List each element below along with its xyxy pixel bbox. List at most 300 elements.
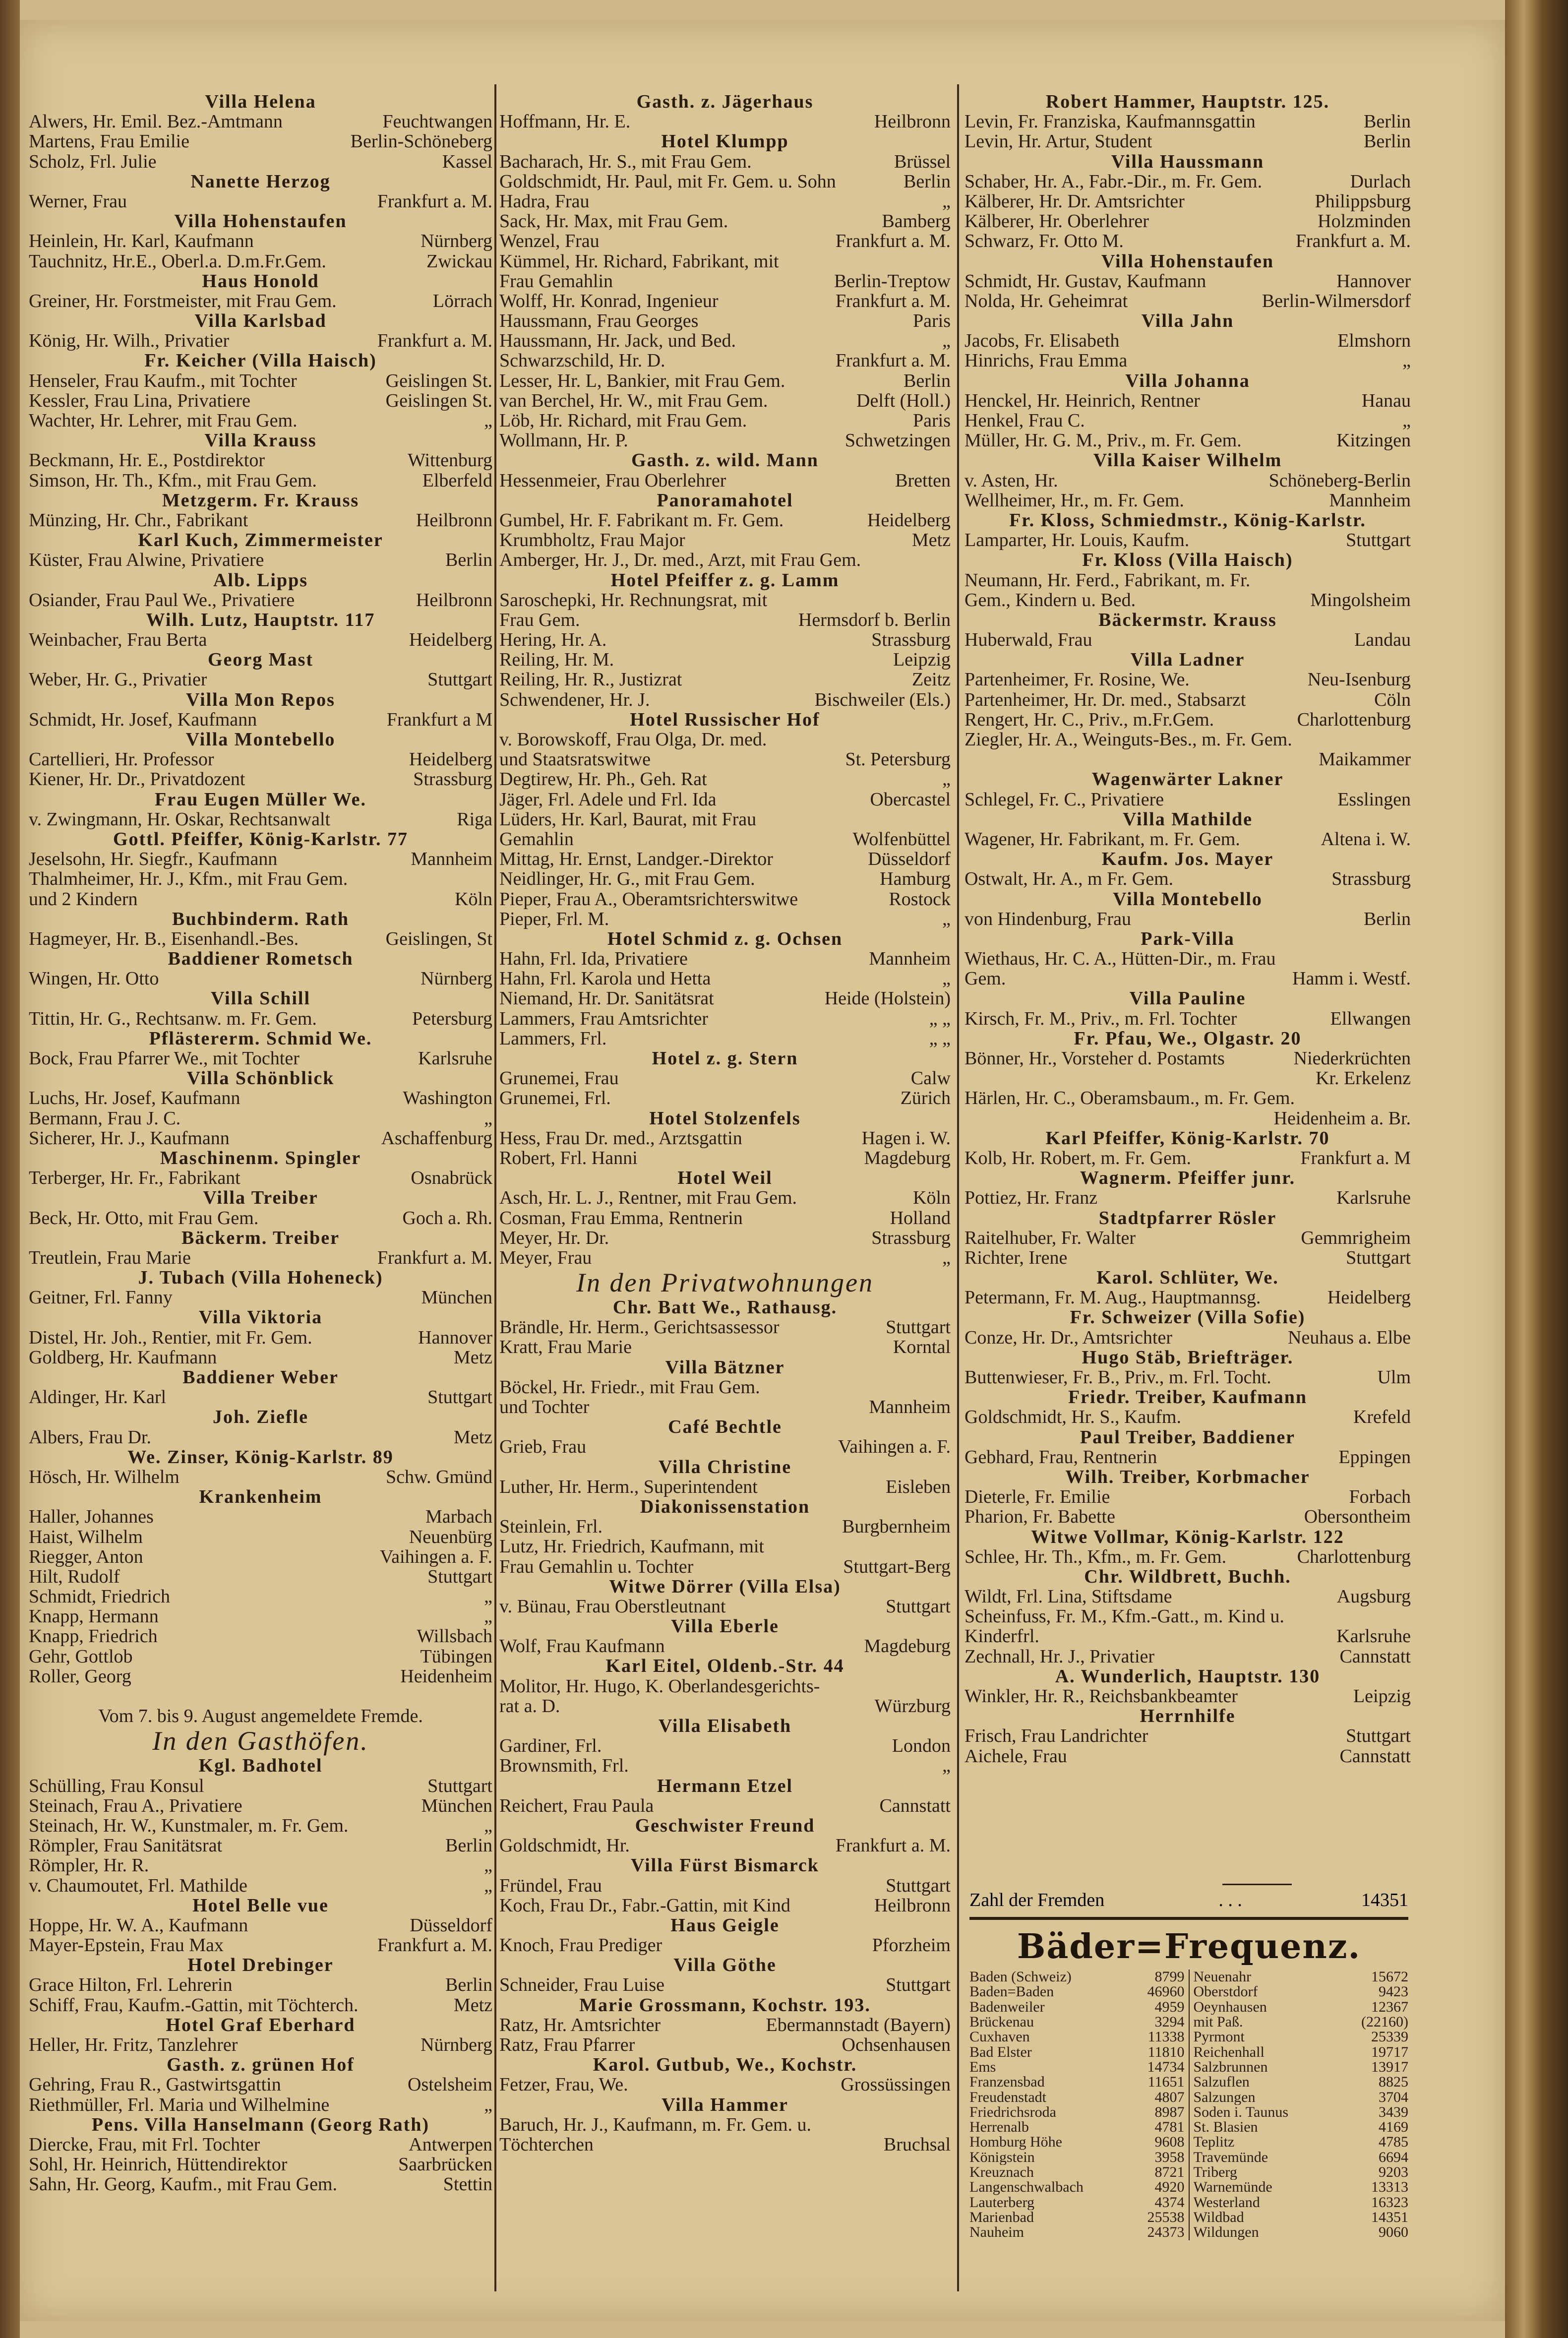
guest-name: Haller, Johannes <box>29 1507 154 1527</box>
guest-name: König, Hr. Wilh., Privatier <box>29 331 230 351</box>
lodging-heading: Villa Hohenstaufen <box>174 211 347 232</box>
guest-name: Töchterchen <box>499 2134 594 2155</box>
spa-name: Ems <box>969 2059 996 2075</box>
guest-entry <box>29 1168 492 1188</box>
guest-name: Schwendener, Hr. J. <box>499 689 650 710</box>
guest-origin: Niederkrüchten <box>1293 1048 1411 1069</box>
guest-name: Meyer, Frau <box>499 1247 592 1268</box>
lodging-heading: Villa Helena <box>205 92 316 112</box>
guest-name: Reiling, Hr. R., Justizrat <box>499 670 682 690</box>
guest-origin: Stettin <box>443 2174 492 2195</box>
guest-entry <box>29 1348 492 1367</box>
lodging-heading: Herrnhilfe <box>1140 1706 1236 1726</box>
guest-entry <box>499 530 951 550</box>
guest-origin: „ „ <box>929 1028 951 1048</box>
guest-origin: Holzminden <box>1318 211 1411 232</box>
guest-entry <box>965 1068 1411 1088</box>
guest-entry <box>499 1009 951 1029</box>
guest-origin: Ebermannstadt (Bayern) <box>766 2015 951 2035</box>
guest-origin: Willsbach <box>417 1626 492 1647</box>
spa-row <box>1194 2060 1409 2075</box>
lodging-heading: Karl Eitel, Oldenb.-Str. 44 <box>605 1656 844 1676</box>
spa-row <box>969 2135 1185 2150</box>
guest-name: Lüders, Hr. Karl, Baurat, mit Frau <box>499 809 757 829</box>
guest-name: Römpler, Hr. R. <box>29 1855 149 1876</box>
guest-entry <box>499 1636 951 1656</box>
guest-origin: Feuchtwangen <box>382 112 492 132</box>
guest-entry <box>29 152 492 172</box>
guest-name: Grunemei, Frl. <box>499 1088 611 1108</box>
guest-origin: Cöln <box>1374 689 1411 710</box>
guest-name: Ratz, Frau Pfarrer <box>499 2035 635 2055</box>
guest-origin: Holland <box>890 1208 951 1228</box>
guest-entry <box>499 510 951 530</box>
spa-row <box>969 1969 1185 1984</box>
guest-entry <box>499 590 951 610</box>
guest-entry <box>499 1736 951 1756</box>
guest-name: und Tochter <box>499 1397 590 1417</box>
guest-origin: Heidelberg <box>409 630 492 650</box>
spa-visitors: 13313 <box>1371 2180 1408 2195</box>
guest-origin: Charlottenburg <box>1297 709 1411 730</box>
guest-origin: München <box>421 1795 492 1816</box>
spa-visitors: 4807 <box>1154 2090 1185 2105</box>
guest-origin: Mannheim <box>869 949 951 969</box>
guest-origin: Frankfurt a. M. <box>835 351 951 371</box>
lodging-heading: Karol. Schlüter, We. <box>1096 1268 1279 1288</box>
guest-name: Distel, Hr. Joh., Rentier, mit Fr. Gem. <box>29 1327 312 1348</box>
spa-visitors: 11338 <box>1147 2030 1185 2045</box>
guest-origin: Bretten <box>895 470 951 491</box>
guest-entry <box>965 271 1411 291</box>
guest-origin: Brüssel <box>894 151 951 172</box>
guest-name: Neumann, Hr. Ferd., Fabrikant, m. Fr. <box>965 570 1251 590</box>
guest-entry <box>499 1188 951 1208</box>
guest-name: Huberwald, Frau <box>965 630 1092 650</box>
lodging-heading: Villa Pauline <box>1129 988 1246 1009</box>
guest-name: und Staatsratswitwe <box>499 749 651 770</box>
lodging-heading: Hugo Stäb, Briefträger. <box>1082 1347 1294 1367</box>
guest-origin: Heidenheim <box>400 1666 492 1686</box>
guest-name: Münzing, Hr. Chr., Fabrikant <box>29 510 248 531</box>
guest-origin <box>946 809 951 829</box>
guest-origin: Korntal <box>893 1337 951 1357</box>
guest-name: Kälberer, Hr. Dr. Amtsrichter <box>965 191 1185 212</box>
guest-entry <box>499 331 951 351</box>
guest-name: Böckel, Hr. Friedr., mit Frau Gem. <box>499 1377 760 1397</box>
guest-name: Wagener, Hr. Fabrikant, m. Fr. Gem. <box>965 829 1240 850</box>
guest-entry <box>965 749 1411 769</box>
guest-name: Asch, Hr. L. J., Rentner, mit Frau Gem. <box>499 1188 797 1208</box>
lodging-heading: Villa Ladner <box>1130 650 1245 670</box>
guest-entry <box>965 1108 1411 1128</box>
spa-visitors: 9608 <box>1154 2135 1185 2150</box>
guest-entry <box>965 1647 1411 1666</box>
guest-name: Simson, Hr. Th., Kfm., mit Frau Gem. <box>29 470 317 491</box>
spa-row <box>969 2150 1185 2165</box>
guest-entry <box>499 152 951 172</box>
guest-entry <box>499 1517 951 1537</box>
guest-name: Hösch, Hr. Wilhelm <box>29 1467 180 1487</box>
guest-entry <box>29 1427 492 1447</box>
guest-entry <box>29 1288 492 1307</box>
guest-origin: Obersontheim <box>1304 1507 1411 1527</box>
guest-entry <box>965 1048 1411 1068</box>
guest-origin: „ <box>484 1606 492 1627</box>
guest-entry <box>499 869 951 889</box>
guest-origin: „ <box>484 1108 492 1128</box>
guest-entry <box>29 1048 492 1068</box>
lodging-heading: Maschinenm. Spingler <box>160 1148 362 1169</box>
guest-entry <box>499 690 951 710</box>
guest-name: Gebhard, Frau, Rentnerin <box>965 1447 1157 1467</box>
guest-entry <box>29 331 492 351</box>
lodging-heading: Panoramahotel <box>657 490 793 510</box>
guest-origin: Berlin-Schöneberg <box>350 131 492 152</box>
guest-entry <box>29 769 492 789</box>
lodging-heading: Gasth. z. grünen Hof <box>167 2055 355 2075</box>
guest-name: Kessler, Frau Lina, Privatiere <box>29 390 250 411</box>
guest-name: Cosman, Frau Emma, Rentnerin <box>499 1208 743 1228</box>
spa-name: Nauheim <box>969 2225 1024 2240</box>
guest-origin: Heilbronn <box>874 1895 951 1915</box>
guest-name: Gemahlin <box>499 829 574 850</box>
spa-row <box>1194 2210 1409 2225</box>
guest-name: Gem., Kindern u. Bed. <box>965 590 1136 610</box>
guest-origin: Leipzig <box>893 650 951 670</box>
guest-origin: Stuttgart <box>886 1875 951 1896</box>
guest-name: Wiethaus, Hr. C. A., Hütten-Dir., m. Frau <box>965 949 1276 969</box>
guest-name: Martens, Frau Emilie <box>29 131 189 152</box>
guest-origin <box>1406 730 1411 749</box>
guest-entry <box>499 2015 951 2035</box>
guest-origin: Kassel <box>442 151 492 172</box>
lodging-heading: Villa Mon Repos <box>186 689 335 710</box>
guest-entry <box>499 1248 951 1268</box>
guest-name: Schiff, Frau, Kaufm.-Gattin, mit Töchterch. <box>29 1995 359 2015</box>
guest-origin: Berlin <box>445 1975 492 1995</box>
guest-origin: Heidelberg <box>409 749 492 770</box>
guest-origin: Bruchsal <box>883 2134 951 2155</box>
guest-entry <box>965 112 1411 131</box>
guest-name: Conze, Hr. Dr., Amtsrichter <box>965 1327 1172 1348</box>
guest-name: Mittag, Hr. Ernst, Landger.-Direktor <box>499 849 773 869</box>
guest-name: Levin, Hr. Artur, Student <box>965 131 1152 152</box>
guest-origin: Zeitz <box>911 670 951 690</box>
guest-entry <box>499 790 951 809</box>
guest-origin: Elmshorn <box>1337 331 1411 351</box>
guest-name: Kratt, Frau Marie <box>499 1337 632 1357</box>
spa-name: Lauterberg <box>969 2195 1035 2210</box>
guest-origin <box>946 590 951 610</box>
lodging-heading: Fr. Schweizer (Villa Sofie) <box>1070 1307 1306 1328</box>
guest-entry <box>499 431 951 450</box>
guest-entry <box>965 530 1411 550</box>
spa-visitors: 4169 <box>1379 2120 1408 2135</box>
guest-name: Lammers, Frl. <box>499 1028 607 1048</box>
spa-visitors: 9203 <box>1379 2165 1408 2180</box>
guest-entry <box>965 211 1411 231</box>
guest-name: Haussmann, Hr. Jack, und Bed. <box>499 331 736 351</box>
guest-origin <box>487 869 492 889</box>
spa-row <box>1194 2000 1409 2015</box>
spa-name: Cuxhaven <box>969 2030 1030 2045</box>
guest-origin: Köln <box>455 889 492 909</box>
guest-name: Wenzel, Frau <box>499 231 600 251</box>
guest-origin: Leipzig <box>1353 1686 1411 1707</box>
guest-origin: Wittenburg <box>408 450 492 471</box>
guest-name: Brändle, Hr. Herm., Gerichtsassessor <box>499 1317 780 1338</box>
guest-origin: „ <box>484 1587 492 1607</box>
guest-name: Buttenwieser, Fr. B., Priv., m. Frl. Tocht. <box>965 1367 1271 1388</box>
guest-entry <box>965 1726 1411 1746</box>
spa-visitors: 16323 <box>1371 2195 1408 2210</box>
spa-visitors: 9423 <box>1379 1984 1408 2000</box>
guest-name: v. Chaumoutet, Frl. Mathilde <box>29 1875 247 1896</box>
guest-name: Riethmüller, Frl. Maria und Wilhelmine <box>29 2094 330 2115</box>
spa-visitors: 25339 <box>1371 2030 1408 2045</box>
guest-name: Hoppe, Hr. W. A., Kaufmann <box>29 1915 248 1936</box>
lodging-heading: Villa Schönblick <box>186 1068 335 1089</box>
lodging-heading: Villa Mathilde <box>1123 809 1253 829</box>
spa-name: Teplitz <box>1193 2135 1235 2150</box>
guest-entry <box>965 630 1411 650</box>
guest-name: Wachter, Hr. Lehrer, mit Frau Gem. <box>29 411 298 431</box>
guest-origin: Elberfeld <box>422 470 492 491</box>
guest-entry <box>499 630 951 650</box>
guest-origin: Obercastel <box>870 789 951 809</box>
guest-name: und 2 Kindern <box>29 889 138 909</box>
spa-visitors: 15672 <box>1371 1969 1408 1985</box>
guest-origin: Schöneberg-Berlin <box>1268 470 1411 491</box>
spa-visitors: 4785 <box>1379 2135 1408 2150</box>
guest-entry <box>965 331 1411 351</box>
guest-name: Löb, Hr. Richard, mit Frau Gem. <box>499 411 747 431</box>
guest-origin: „ <box>484 1875 492 1896</box>
baeder-frequenz-table <box>969 1969 1408 2240</box>
guest-origin: Neuhaus a. Elbe <box>1288 1327 1411 1348</box>
guest-origin: „ <box>484 1855 492 1876</box>
guest-name: Aichele, Frau <box>965 1746 1067 1766</box>
guest-entry <box>499 1437 951 1457</box>
guest-name: Lammers, Frau Amtsrichter <box>499 1008 709 1029</box>
guest-name: Pieper, Frl. M. <box>499 909 609 929</box>
guest-origin: „ <box>942 909 951 929</box>
guest-name: Goldschmidt, Hr. S., Kaufm. <box>965 1407 1181 1427</box>
guest-origin: Mannheim <box>1329 490 1411 510</box>
guest-entry <box>29 411 492 431</box>
guest-origin: Berlin <box>904 370 951 391</box>
spa-visitors: 3958 <box>1154 2150 1185 2165</box>
guest-origin: Ulm <box>1377 1367 1411 1388</box>
guest-origin: Neu-Isenburg <box>1307 670 1411 690</box>
guest-origin: Ostelsheim <box>408 2075 492 2095</box>
lodging-heading: Villa Montebello <box>1113 889 1263 909</box>
guest-origin: „ <box>942 1756 951 1776</box>
guest-name: Fetzer, Frau, We. <box>499 2075 628 2095</box>
guest-origin: Strassburg <box>871 1228 951 1248</box>
guest-entry <box>499 1068 951 1088</box>
guest-name: Gehr, Gottlob <box>29 1646 133 1666</box>
guest-entry <box>499 610 951 630</box>
guest-entry <box>29 291 492 311</box>
guest-entry <box>29 1128 492 1148</box>
guest-origin: Grossüssingen <box>841 2075 951 2095</box>
guest-name: Dieterle, Fr. Emilie <box>965 1487 1110 1507</box>
lodging-heading: Villa Montebello <box>185 730 336 750</box>
guest-origin <box>946 730 951 749</box>
guest-entry <box>499 2135 951 2154</box>
lodging-heading: Buchbinderm. Rath <box>172 909 350 929</box>
guest-origin: Stuttgart <box>886 1596 951 1617</box>
guest-name: Hadra, Frau <box>499 191 590 212</box>
guest-entry <box>965 1447 1411 1467</box>
guest-name: Gehring, Frau R., Gastwirtsgattin <box>29 2075 281 2095</box>
guest-name: Frau Gem. <box>499 610 580 630</box>
lodging-heading: A. Wunderlich, Hauptstr. 130 <box>1055 1666 1321 1686</box>
lodging-heading: Villa Fürst Bismarck <box>631 1855 819 1876</box>
guest-name: Cartellieri, Hr. Professor <box>29 749 214 770</box>
spa-name: Bad Elster <box>969 2044 1032 2060</box>
guest-origin: Paris <box>913 311 951 331</box>
guest-entry <box>965 1248 1411 1268</box>
guest-name: Brownsmith, Frl. <box>499 1756 629 1776</box>
lodging-heading: Witwe Vollmar, König-Karlstr. 122 <box>1031 1527 1344 1547</box>
guest-entry <box>29 251 492 271</box>
spa-row <box>969 2120 1185 2135</box>
guest-entry <box>965 1547 1411 1567</box>
guest-list-column-1 <box>29 92 492 2195</box>
guest-name: van Berchel, Hr. W., mit Frau Gem. <box>499 390 768 411</box>
guest-name: Diercke, Frau, mit Frl. Tochter <box>29 2134 260 2155</box>
guest-origin: Cannstatt <box>1339 1746 1411 1766</box>
guest-entry <box>499 550 951 570</box>
lodging-heading: Karl Pfeiffer, König-Karlstr. 70 <box>1045 1128 1330 1148</box>
guest-entry <box>965 670 1411 689</box>
guest-origin: Mingolsheim <box>1310 590 1411 610</box>
guest-entry <box>499 809 951 829</box>
guest-entry <box>965 1746 1411 1766</box>
guest-origin: „ <box>1402 351 1411 371</box>
lodging-heading: Villa Kaiser Wilhelm <box>1093 450 1282 471</box>
guest-entry <box>965 1507 1411 1527</box>
guest-entry <box>965 491 1411 510</box>
guest-origin: Frankfurt a. M. <box>835 291 951 311</box>
guest-entry <box>965 1606 1411 1626</box>
guest-entry <box>29 1587 492 1606</box>
lodging-heading: Hotel Russischer Hof <box>630 709 820 730</box>
guest-entry <box>499 650 951 670</box>
guest-origin <box>1406 1088 1411 1108</box>
guest-entry <box>29 1248 492 1268</box>
spa-visitors: 14351 <box>1371 2210 1408 2225</box>
lodging-heading: Gottl. Pfeiffer, König-Karlstr. 77 <box>113 829 408 850</box>
lodging-heading: Gasth. z. wild. Mann <box>631 450 819 471</box>
guest-origin: Riga <box>457 809 492 829</box>
lodging-heading: Frau Eugen Müller We. <box>155 789 366 809</box>
guest-entry <box>29 1547 492 1567</box>
guest-entry <box>965 1228 1411 1248</box>
guest-origin: Heilbronn <box>416 590 492 610</box>
lodging-heading: Baddiener Weber <box>182 1367 339 1388</box>
spa-visitors: 9060 <box>1379 2225 1408 2240</box>
guest-name: rat a. D. <box>499 1696 560 1716</box>
guest-origin: Bamberg <box>882 211 951 232</box>
spa-row <box>1194 2015 1409 2030</box>
guest-entry <box>29 2174 492 2194</box>
guest-entry <box>499 829 951 849</box>
spa-name: Brückenau <box>969 2015 1034 2030</box>
guest-name: Greiner, Hr. Forstmeister, mit Frau Gem. <box>29 291 337 311</box>
guest-origin: Washington <box>403 1088 492 1108</box>
guest-name: Scheinfuss, Fr. M., Kfm.-Gatt., m. Kind u. <box>965 1606 1284 1627</box>
spa-name: Baden=Baden <box>969 1984 1054 2000</box>
guest-entry <box>499 1696 951 1716</box>
guest-origin <box>1406 570 1411 590</box>
guest-entry <box>29 2095 492 2115</box>
spa-name: Marienbad <box>969 2210 1034 2225</box>
guest-name: Schlee, Hr. Th., Kfm., m. Fr. Gem. <box>965 1546 1227 1567</box>
guest-entry <box>965 471 1411 491</box>
guest-name: Kolb, Hr. Robert, m. Fr. Gem. <box>965 1148 1192 1169</box>
guest-origin: Ochsenhausen <box>842 2035 951 2055</box>
spa-name: Wildungen <box>1193 2225 1259 2240</box>
guest-origin: Durlach <box>1350 171 1411 191</box>
guest-name: Steinach, Frau A., Privatiere <box>29 1795 242 1816</box>
guest-entry <box>499 1397 951 1417</box>
guest-name: Hagmeyer, Hr. B., Eisenhandl.-Bes. <box>29 928 299 949</box>
lodging-heading: Marie Grossmann, Kochstr. 193. <box>579 1995 871 2015</box>
guest-entry <box>29 510 492 530</box>
guest-origin: Stuttgart <box>1346 530 1411 551</box>
guest-origin <box>1406 949 1411 969</box>
spa-visitors: 11810 <box>1147 2044 1185 2060</box>
guest-origin: Berlin <box>445 550 492 570</box>
lodging-heading: Chr. Wildbrett, Buchh. <box>1084 1566 1291 1587</box>
guest-origin: Heidenheim a. Br. <box>1273 1108 1411 1128</box>
guest-origin: Berlin-Wilmersdorf <box>1262 291 1411 311</box>
guest-name: Schülling, Frau Konsul <box>29 1776 204 1796</box>
lodging-heading: Kgl. Badhotel <box>198 1756 323 1776</box>
lodging-heading: Villa Elisabeth <box>658 1716 792 1736</box>
lodging-heading: Hotel Belle vue <box>192 1895 329 1915</box>
guest-name: Hilt, Rudolf <box>29 1566 120 1587</box>
guest-name: Scholz, Frl. Julie <box>29 151 157 172</box>
guest-entry <box>499 172 951 191</box>
guest-entry <box>499 291 951 311</box>
lodging-heading: Georg Mast <box>207 650 314 670</box>
guest-name: Hessenmeier, Frau Oberlehrer <box>499 470 726 491</box>
guest-name: Saroschepki, Hr. Rechnungsrat, mit <box>499 590 768 610</box>
guest-origin: Frankfurt a. M. <box>835 231 951 251</box>
lodging-heading: We. Zinser, König-Karlstr. 89 <box>127 1447 394 1467</box>
guest-origin: Augsburg <box>1336 1587 1411 1607</box>
spa-row <box>969 2195 1185 2210</box>
lodging-heading: Wilh. Lutz, Hauptstr. 117 <box>146 610 375 630</box>
guest-list-column-2 <box>499 92 951 2154</box>
guest-origin: München <box>421 1288 492 1308</box>
guest-entry <box>29 1935 492 1955</box>
guest-name: Frau Gemahlin <box>499 271 613 291</box>
guest-name: Schwarzschild, Hr. D. <box>499 351 665 371</box>
guest-entry <box>499 1876 951 1896</box>
guest-entry <box>29 1567 492 1587</box>
guest-entry <box>965 411 1411 431</box>
guest-entry <box>29 630 492 650</box>
guest-origin: Paris <box>913 411 951 431</box>
lodging-heading: Kaufm. Jos. Mayer <box>1101 849 1274 869</box>
guest-entry <box>499 1676 951 1696</box>
